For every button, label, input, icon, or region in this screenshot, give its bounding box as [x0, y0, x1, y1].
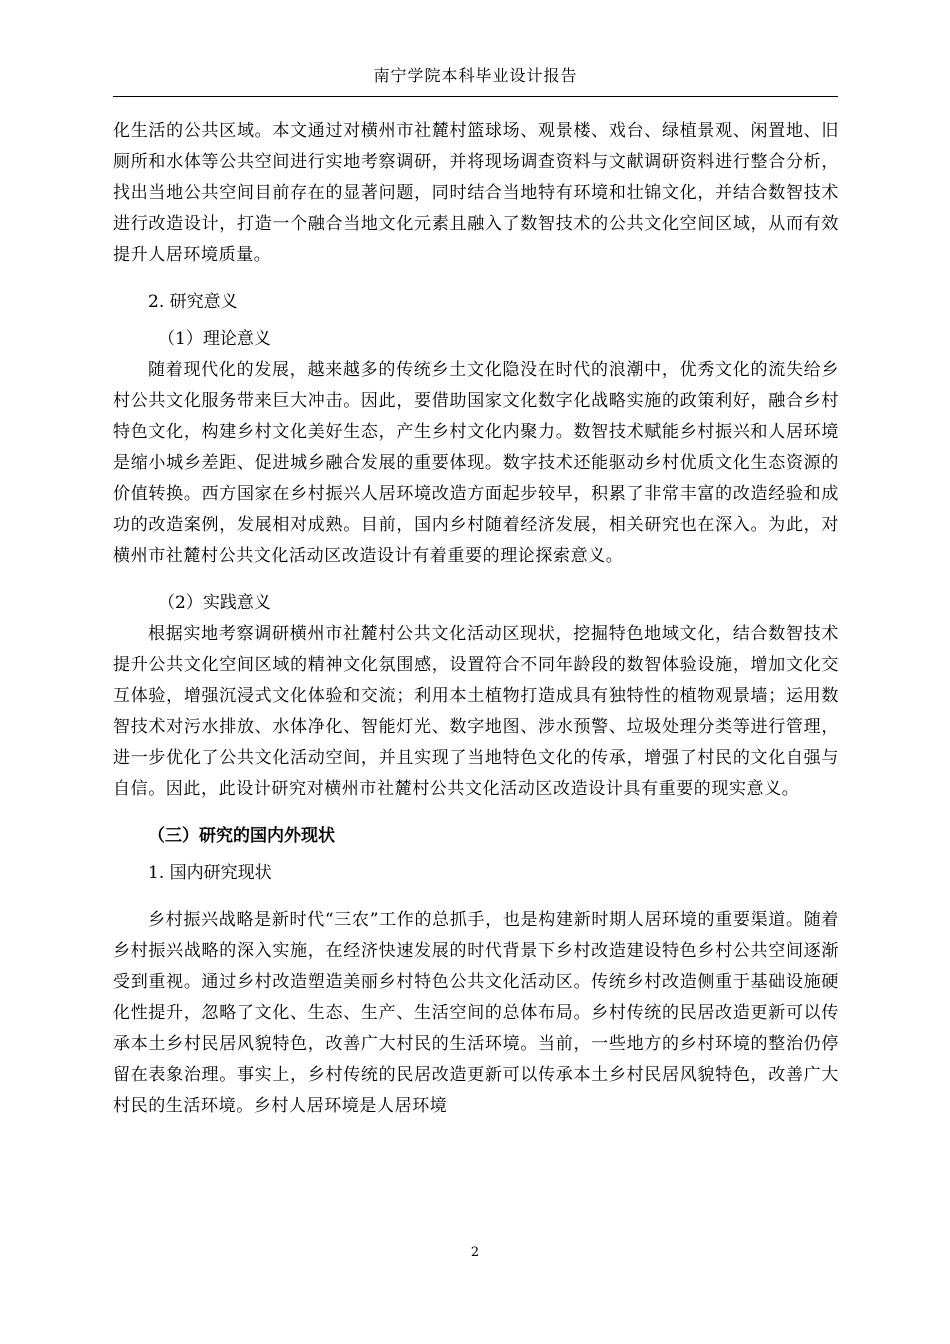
subheading-theoretical-significance: （1）理论意义	[158, 329, 271, 349]
page-number: 2	[470, 1245, 480, 1260]
section-heading-research-significance: 2. 研究意义	[148, 292, 238, 312]
spacer	[113, 805, 839, 821]
header-divider	[113, 96, 838, 97]
spacer	[113, 572, 839, 588]
paragraph-theoretical-significance: 随着现代化的发展，越来越多的传统乡土文化隐没在时代的浪潮中，优秀文化的流失给乡村公共文化服务带来巨大冲击。因此，要借助国家文化数字化战略实施的政策利好，融合乡村特色文化，构建乡村文化美好生态，产生乡村文化内聚力。数智技术赋能乡村振兴和人居环境是缩小城乡差距、促进城乡融合发展的重要体现。数字技术还能驱动乡村优质文化生态资源的价值转换。西方国家在乡村振兴人居环境改造方面起步较早，积累了非常丰富的改造经验和成功的改造案例，发展相对成熟。目前，国内乡村随着经济发展，相关研究也在深入。为此，对横州市社麓村公共文化活动区改造设计有着重要的理论探索意义。	[113, 360, 839, 566]
paragraph-domestic-status: 乡村振兴战略是新时代“三农”工作的总抓手，也是构建新时期人居环境的重要渠道。随着乡村振兴战略的深入实施，在经济快速发展的时代背景下乡村改造建设特色乡村公共空间逐渐受到重视。通过乡村改造塑造美丽乡村特色公共文化活动区。传统乡村改造侧重于基础设施硬化性提升，忽略了文化、生态、生产、生活空间的总体布局。乡村传统的民居改造更新可以传承本土乡村民居风貌特色，改善广大村民的生活环境。当前，一些地方的乡村环境的整治仍停留在表象治理。事实上，乡村传统的民居改造更新可以传承本土乡村民居风貌特色，改善广大村民的生活环境。乡村人居环境是人居环境	[113, 910, 839, 1116]
spacer	[113, 889, 839, 905]
spacer	[113, 271, 839, 287]
subheading-practical-significance: （2）实践意义	[158, 593, 271, 613]
section-heading-research-status: （三）研究的国内外现状	[148, 826, 335, 846]
running-header: 南宁学院本科毕业设计报告	[373, 66, 578, 85]
paragraph-intro-continued: 化生活的公共区域。本文通过对横州市社麓村篮球场、观景楼、戏台、绿植景观、闲置地、旧厕所和水体等公共空间进行实地考察调研，并将现场调查资料与文献调研资料进行整合分析，找出当地公共空间目前存在的显著问题，同时结合当地特有环境和壮锦文化，并结合数智技术进行改造设计，打造一个融合当地文化元素且融入了数智技术的公共文化空间区域，从而有效提升人居环境质量。	[113, 121, 839, 265]
section-heading-domestic-status: 1. 国内研究现状	[148, 863, 272, 883]
page-body	[113, 116, 839, 1122]
paragraph-practical-significance: 根据实地考察调研横州市社麓村公共文化活动区现状，挖掘特色地域文化，结合数智技术提升公共文化空间区域的精神文化氛围感，设置符合不同年龄段的数智体验设施，增加文化交互体验，增强沉浸式文化体验和交流；利用本土植物打造成具有独特性的植物观景墙；运用数智技术对污水排放、水体净化、智能灯光、数字地图、涉水预警、垃圾处理分类等进行管理，进一步优化了公共文化活动空间，并且实现了当地特色文化的传承，增强了村民的文化自强与自信。因此，此设计研究对横州市社麓村公共文化活动区改造设计具有重要的现实意义。	[113, 624, 839, 799]
